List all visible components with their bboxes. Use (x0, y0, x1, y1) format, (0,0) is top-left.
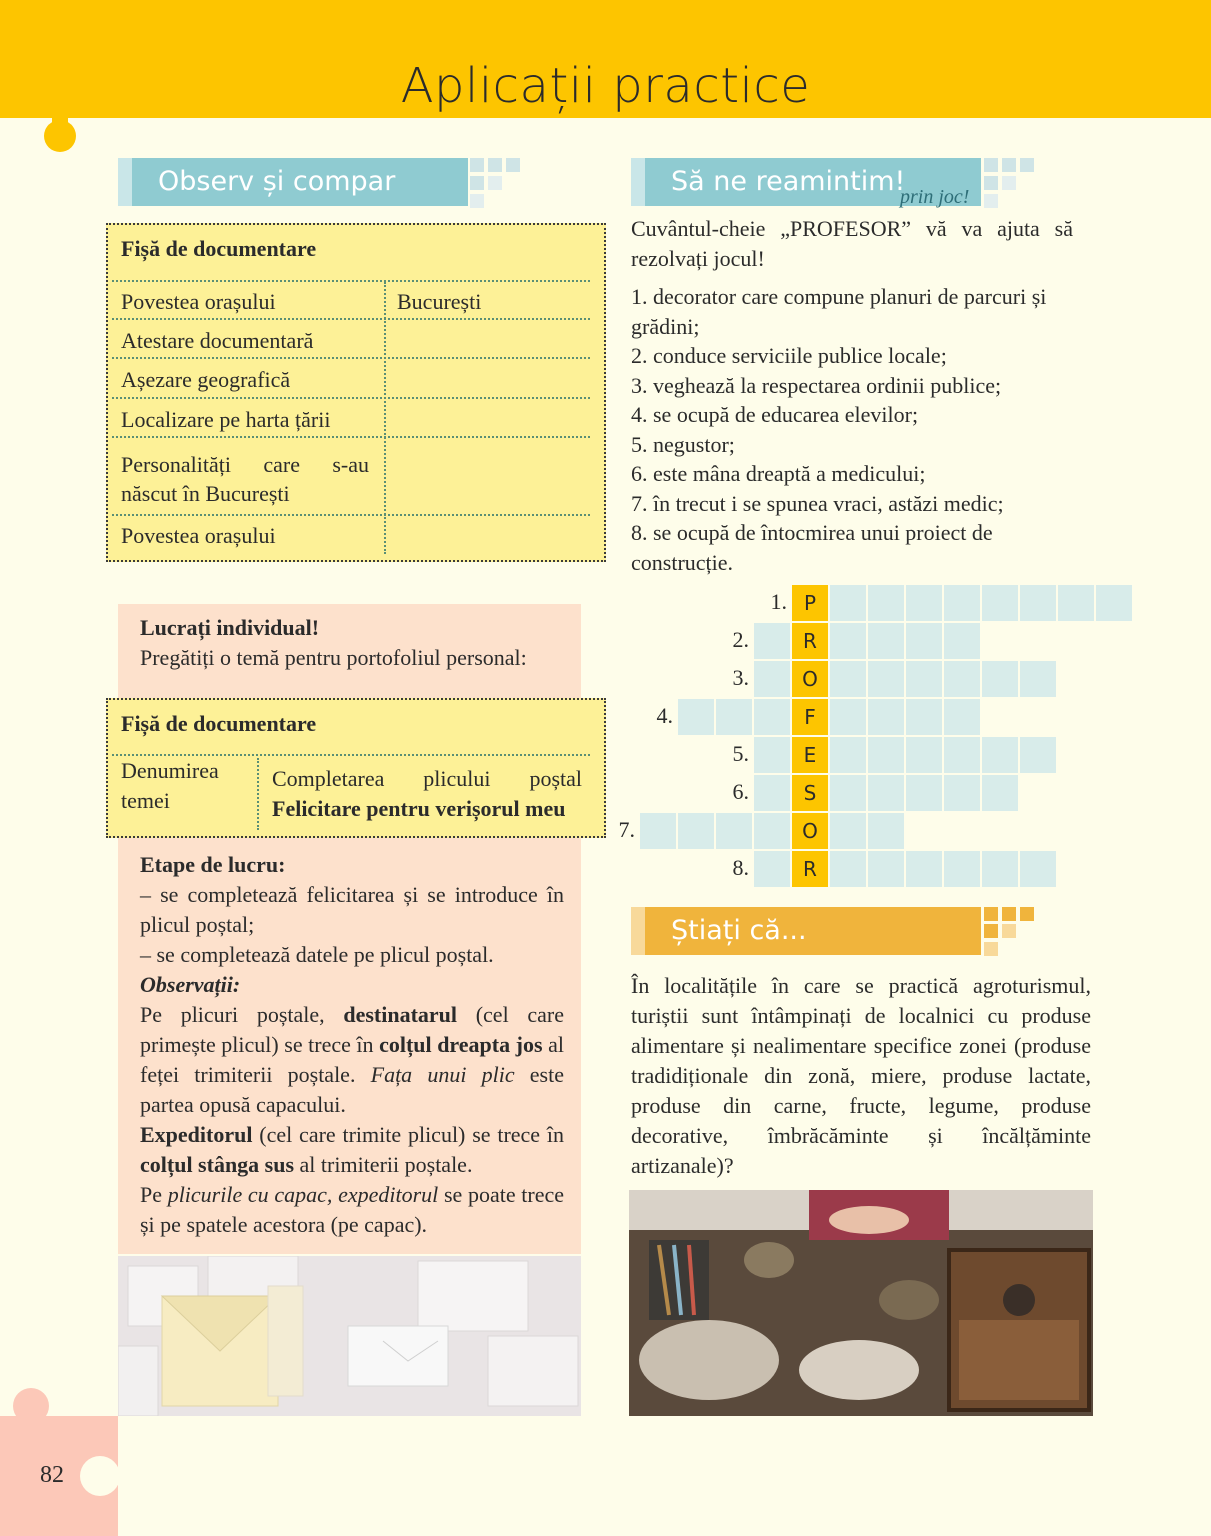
crossword-cell[interactable] (867, 698, 905, 736)
envelopes-photo (118, 1256, 581, 1416)
crossword-cell[interactable] (829, 736, 867, 774)
divider (112, 514, 590, 516)
crossword-row-number: 4. (656, 703, 673, 728)
crossword-cell[interactable] (943, 698, 981, 736)
clue-item: 8. se ocupă de întocmirea unui proiect de construcție. (631, 520, 993, 575)
crossword-cell[interactable] (981, 774, 1019, 812)
section-accent (118, 158, 132, 206)
theme-value: Completarea plicului poștal (272, 766, 582, 791)
crossword-cell[interactable] (867, 850, 905, 888)
crossword-cell[interactable] (867, 774, 905, 812)
crossword-cell[interactable] (905, 660, 943, 698)
puzzle-decoration-icon (0, 118, 118, 158)
clue-item: 6. este mâna dreaptă a medicului; (631, 461, 926, 486)
crafts-photo (629, 1190, 1093, 1416)
crossword-cell[interactable] (905, 774, 943, 812)
crossword-cell[interactable] (829, 774, 867, 812)
crossword-cell[interactable] (943, 660, 981, 698)
row-label: Povestea orașului (121, 523, 276, 548)
divider (112, 280, 590, 282)
divider (112, 357, 590, 359)
crossword-cell[interactable] (1019, 736, 1057, 774)
crossword-cell[interactable] (1019, 660, 1057, 698)
crossword-key-letter: O (791, 812, 829, 850)
step-text: plicul poștal; (140, 912, 255, 937)
crossword-cell[interactable] (943, 622, 981, 660)
observation-paragraph: Pe plicurile cu capac, expeditorul se poate trece și pe spatele acestora (pe capac). (140, 1182, 565, 1237)
clue-item: 2. conduce serviciile publice locale; (631, 343, 947, 368)
clue-item: 7. în trecut i se spunea vraci, astăzi medic; (631, 490, 1004, 516)
divider (112, 436, 590, 438)
crossword-cell[interactable] (753, 698, 791, 736)
crossword-row-number: 2. (732, 627, 749, 652)
clue-item: 5. negustor; (631, 431, 735, 457)
crossword-cell[interactable] (753, 774, 791, 812)
step-text: – se completează felicitarea și se introduce în (140, 882, 564, 907)
crossword-cell[interactable] (905, 584, 943, 622)
section-title-stiati: Știați că... (631, 907, 981, 955)
crossword-row-number: 6. (732, 779, 749, 804)
observations-heading: Observații: (140, 972, 241, 997)
crossword-row-number: 3. (732, 665, 749, 690)
crossword-cell[interactable] (905, 736, 943, 774)
observation-paragraph: Expeditorul (cel care trimite plicul) se trece în colțul stânga sus al trimiterii poștale. (140, 1122, 564, 1177)
theme-label: temei (121, 788, 170, 813)
divider (112, 318, 590, 320)
crossword-cell[interactable] (829, 698, 867, 736)
theme-label: Denumirea (121, 758, 219, 783)
crossword-cell[interactable] (943, 736, 981, 774)
crossword-row-number: 5. (732, 741, 749, 766)
crossword-cell[interactable] (639, 812, 677, 850)
step-text: – se completează datele pe plicul poștal. (140, 942, 494, 967)
crossword-cell[interactable] (905, 622, 943, 660)
stiati-text: În localitățile în care se practică agroturismul, turiștii sunt întâmpinați de localnici cu produse alimentare și nealimentare specifice zonei (produse tradidiționale din zonă, miere, produse lactate, produse din carne, fructe, legume, produse decorative, îmbrăcăminte și încălțăminte artizanale)? (631, 973, 1091, 1178)
crossword-cell[interactable] (1019, 850, 1057, 888)
section-accent (631, 158, 645, 206)
row-label: Povestea orașului (121, 289, 276, 314)
crossword-cell[interactable] (829, 584, 867, 622)
sheet-title: Fișă de documentare (121, 711, 317, 736)
puzzle-decoration-icon (0, 1376, 118, 1536)
column-divider (257, 758, 259, 830)
row-label: Așezare geografică (121, 367, 291, 392)
crossword-cell[interactable] (1019, 584, 1057, 622)
clue-item: 3. veghează la respectarea ordinii publice; (631, 372, 1002, 398)
crossword-intro: Cuvântul-cheie „PROFESOR” vă va ajuta să rezolvați jocul! (631, 216, 1073, 271)
section-title-reamintim: Să ne reamintim! (645, 158, 981, 206)
crossword-row-number: 1. (770, 589, 787, 614)
crossword-cell[interactable] (715, 698, 753, 736)
crossword-cell[interactable] (981, 736, 1019, 774)
crossword-cell[interactable] (715, 812, 753, 850)
row-label: Localizare pe harta țării (121, 407, 331, 432)
crossword-cell[interactable] (981, 584, 1019, 622)
crossword-cell[interactable] (753, 622, 791, 660)
crossword-key-letter: O (791, 660, 829, 698)
individual-text: Pregătiți o temă pentru portofoliul personal: (140, 645, 527, 670)
section-subtitle: prin joc! (900, 186, 970, 208)
divider (112, 397, 590, 399)
crossword-cell[interactable] (829, 812, 867, 850)
crossword-cell[interactable] (943, 584, 981, 622)
page-number: 82 (40, 1462, 64, 1488)
steps-heading: Etape de lucru: (140, 852, 286, 877)
crossword-cell[interactable] (867, 622, 905, 660)
crossword-key-letter: R (791, 622, 829, 660)
crossword-row-number: 8. (732, 855, 749, 880)
crossword-cell[interactable] (829, 622, 867, 660)
crossword-cell[interactable] (1095, 584, 1133, 622)
crossword-cell[interactable] (867, 812, 905, 850)
crossword-cell[interactable] (829, 850, 867, 888)
row-value: București (397, 289, 482, 314)
crossword-cell[interactable] (677, 812, 715, 850)
crossword-cell[interactable] (753, 660, 791, 698)
crossword-key-letter: E (791, 736, 829, 774)
crossword-cell[interactable] (943, 850, 981, 888)
crossword-cell[interactable] (829, 660, 867, 698)
crossword-key-letter: P (791, 584, 829, 622)
row-label: născut în București (121, 481, 290, 506)
crossword-cell[interactable] (905, 850, 943, 888)
crossword-cell[interactable] (753, 736, 791, 774)
observation-paragraph: Pe plicuri poștale, destinatarul (cel care primește plicul) se trece în colțul dreapta jos al feței trimiterii poștale. Fața unui plic este partea opusă capacului. (140, 1002, 564, 1117)
crossword-cell[interactable] (981, 850, 1019, 888)
individual-heading: Lucrați individual! (140, 615, 320, 640)
crossword-cell[interactable] (677, 698, 715, 736)
crossword-key-letter: R (791, 850, 829, 888)
column-divider (384, 282, 386, 554)
crossword-cell[interactable] (753, 812, 791, 850)
page-title: Aplicații practice (400, 58, 811, 114)
crossword-row-number: 7. (618, 817, 635, 842)
crossword-cell[interactable] (867, 584, 905, 622)
crossword-cell[interactable] (753, 850, 791, 888)
theme-value: Felicitare pentru verișorul meu (272, 796, 566, 821)
crossword-cell[interactable] (905, 698, 943, 736)
section-title-observ: Observ și compar (132, 158, 468, 206)
sheet-title: Fișă de documentare (121, 236, 317, 261)
crossword-cell[interactable] (1057, 584, 1095, 622)
clue-list (631, 282, 1083, 577)
crossword-cell[interactable] (981, 660, 1019, 698)
clue-item: 1. decorator care compune planuri de parcuri și grădini; (631, 284, 1047, 339)
crossword-cell[interactable] (867, 736, 905, 774)
row-label: Personalități care s-au (121, 452, 369, 477)
crossword-cell[interactable] (867, 660, 905, 698)
crossword-key-letter: S (791, 774, 829, 812)
row-label: Atestare documentară (121, 328, 314, 353)
crossword-key-letter: F (791, 698, 829, 736)
section-accent (631, 907, 645, 955)
crossword-cell[interactable] (943, 774, 981, 812)
clue-item: 4. se ocupă de educarea elevilor; (631, 402, 919, 427)
